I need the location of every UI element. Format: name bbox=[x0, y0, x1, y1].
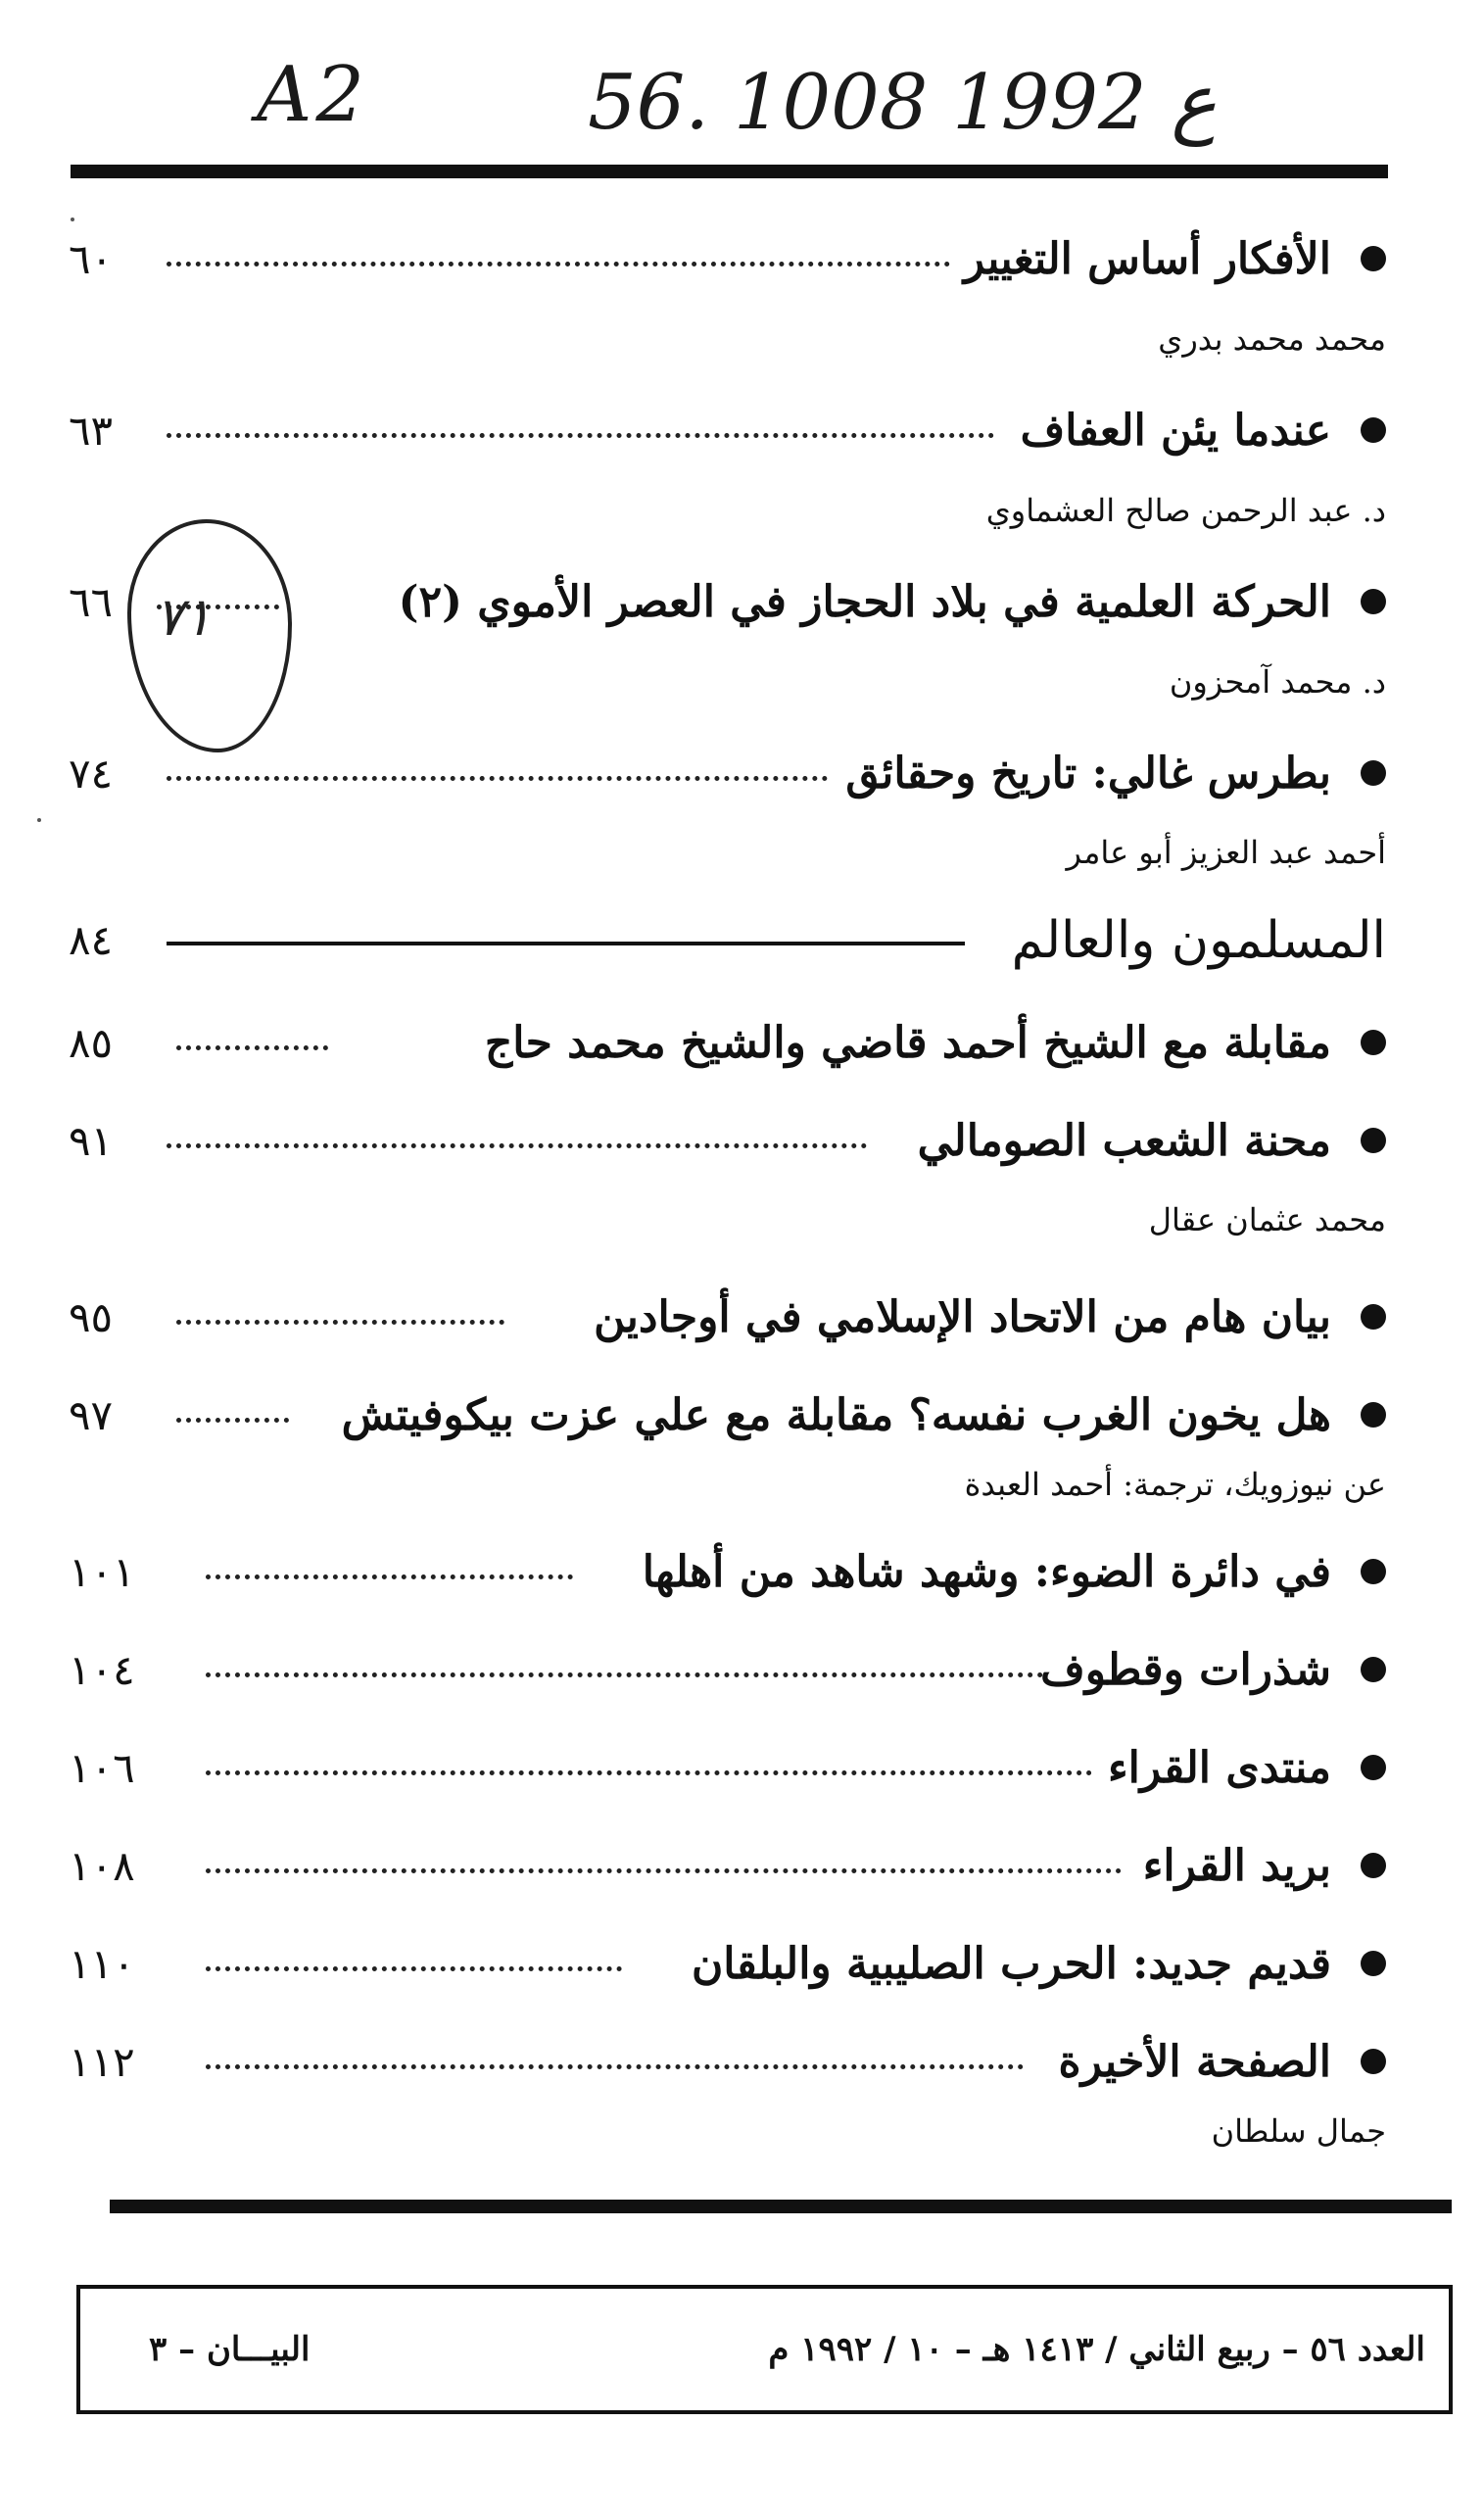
toc-entry-page: ٨٥ bbox=[69, 1019, 114, 1067]
bullet-icon bbox=[1361, 1128, 1386, 1153]
toc-entry[interactable] bbox=[69, 1729, 1386, 1808]
toc-entry-title: بريد القراء bbox=[1142, 1841, 1331, 1891]
toc-entry-page: ١٠٤ bbox=[69, 1646, 135, 1694]
toc-entry-title: الصفحة الأخيرة bbox=[1058, 2037, 1331, 2087]
footer-issue-info: العدد ٥٦ – ربيع الثاني / ١٤١٣ هـ – ١٠ / ١٩٩٢ م bbox=[768, 2330, 1425, 2369]
toc-entry[interactable] bbox=[69, 735, 1386, 813]
bullet-icon bbox=[1361, 1304, 1386, 1330]
toc-entry-page: ٩١ bbox=[69, 1117, 114, 1165]
toc-entry-title: قديم جديد: الحرب الصليبية والبلقان bbox=[691, 1939, 1331, 1989]
toc-entry[interactable] bbox=[69, 1925, 1386, 2004]
toc-entry-page: ٩٥ bbox=[69, 1293, 114, 1341]
toc-entry-title: بيان هام من الاتحاد الإسلامي في أوجادين bbox=[594, 1292, 1331, 1342]
toc-entry-author: محمد محمد بدري bbox=[1158, 320, 1386, 358]
toc-entry-author: عن نيوزويك، ترجمة: أحمد العبدة bbox=[964, 1466, 1386, 1503]
handwritten-code: A2 bbox=[257, 51, 368, 139]
dot-leader bbox=[206, 1868, 1122, 1873]
dot-leader bbox=[206, 1966, 622, 1971]
dot-leader bbox=[176, 1418, 289, 1423]
top-rule bbox=[71, 165, 1388, 178]
bullet-icon bbox=[1361, 760, 1386, 786]
bullet-icon bbox=[1361, 1853, 1386, 1878]
section-heading bbox=[69, 896, 1386, 985]
toc-entry-author: د. محمد آمحزون bbox=[1169, 663, 1386, 701]
dot-leader bbox=[206, 1770, 1092, 1775]
toc-entry-page: ١٠٨ bbox=[69, 1842, 135, 1890]
toc-entry-page: ٧٤ bbox=[69, 750, 114, 798]
toc-entry-title: الحركة العلمية في بلاد الحجاز في العصر الأموي (٢) bbox=[398, 577, 1331, 627]
bullet-icon bbox=[1361, 1030, 1386, 1055]
bullet-icon bbox=[1361, 589, 1386, 614]
toc-entry-title: هل يخون الغرب نفسه؟ مقابلة مع علي عزت بيكوفيتش bbox=[341, 1390, 1331, 1440]
section-title: المسلمون والعالم bbox=[1011, 911, 1386, 970]
section-rule bbox=[167, 942, 965, 945]
toc-entry[interactable] bbox=[69, 1279, 1386, 1357]
toc-entry-title: محنة الشعب الصومالي bbox=[917, 1116, 1331, 1166]
bullet-icon bbox=[1361, 2049, 1386, 2074]
section-page: ٨٤ bbox=[69, 916, 114, 964]
dot-leader bbox=[167, 433, 994, 438]
toc-entry[interactable] bbox=[69, 1631, 1386, 1710]
toc-entry[interactable] bbox=[69, 2023, 1386, 2102]
toc-entry-author: محمد عثمان عقال bbox=[1148, 1201, 1386, 1238]
dot-leader bbox=[167, 262, 950, 266]
toc-entry-title: الأفكار أساس التغيير bbox=[963, 234, 1331, 284]
dot-leader bbox=[176, 1045, 328, 1050]
handwritten-issue-date: 56. ع 1992 1008 bbox=[588, 59, 1218, 147]
dot-leader bbox=[206, 1574, 573, 1579]
bullet-icon bbox=[1361, 1951, 1386, 1976]
toc-entry[interactable] bbox=[69, 563, 1386, 642]
toc-entry-title: عندما يئن العفاف bbox=[1020, 406, 1331, 456]
bullet-icon bbox=[1361, 246, 1386, 271]
toc-entry-page: ١١٢ bbox=[69, 2038, 135, 2086]
toc-entry-page: ٦٣ bbox=[69, 407, 114, 455]
toc-entry-page: ١٠٦ bbox=[69, 1744, 135, 1792]
dot-leader bbox=[206, 1672, 1043, 1677]
toc-entry-author: أحمد عبد العزيز أبو عامر bbox=[1066, 834, 1386, 871]
toc-entry-author: د. عبد الرحمن صالح العشماوي bbox=[985, 492, 1386, 529]
scan-speck bbox=[71, 218, 74, 221]
handwritten-stamp-text: ٧١ bbox=[155, 586, 213, 648]
toc-entry-title: في دائرة الضوء: وشهد شاهد من أهلها bbox=[642, 1547, 1331, 1597]
footer-box bbox=[76, 2285, 1453, 2414]
bullet-icon bbox=[1361, 1755, 1386, 1780]
bottom-rule bbox=[110, 2200, 1452, 2213]
toc-entry-title: شذرات وقطوف bbox=[1040, 1645, 1331, 1695]
dot-leader bbox=[167, 1143, 867, 1148]
dot-leader bbox=[167, 776, 828, 781]
toc-entry-page: ٦٦ bbox=[69, 578, 114, 626]
toc-entry-title: منتدى القراء bbox=[1107, 1743, 1331, 1793]
scan-speck bbox=[37, 818, 41, 822]
dot-leader bbox=[157, 605, 279, 609]
bullet-icon bbox=[1361, 1657, 1386, 1682]
toc-entry-title: بطرس غالي: تاريخ وحقائق bbox=[845, 749, 1331, 799]
toc-entry[interactable] bbox=[69, 1102, 1386, 1181]
bullet-icon bbox=[1361, 417, 1386, 443]
dot-leader bbox=[176, 1320, 504, 1325]
toc-entry[interactable] bbox=[69, 1827, 1386, 1906]
toc-entry[interactable] bbox=[69, 1004, 1386, 1083]
toc-entry-page: ١١٠ bbox=[69, 1940, 135, 1988]
toc-entry[interactable] bbox=[69, 220, 1386, 299]
dot-leader bbox=[206, 2064, 1024, 2069]
toc-entry-page: ٦٠ bbox=[69, 235, 114, 283]
toc-entry[interactable] bbox=[69, 1533, 1386, 1612]
toc-entry[interactable] bbox=[69, 1377, 1386, 1455]
toc-entry-author: جمال سلطان bbox=[1211, 2112, 1386, 2150]
bullet-icon bbox=[1361, 1402, 1386, 1428]
toc-entry-page: ٩٧ bbox=[69, 1391, 114, 1439]
bullet-icon bbox=[1361, 1559, 1386, 1584]
toc-entry-title: مقابلة مع الشيخ أحمد قاضي والشيخ محمد حاج bbox=[484, 1018, 1331, 1068]
toc-entry-page: ١٠١ bbox=[69, 1548, 135, 1596]
toc-entry[interactable] bbox=[69, 392, 1386, 470]
footer-magazine-page: البيـــان – ٣ bbox=[149, 2330, 311, 2369]
